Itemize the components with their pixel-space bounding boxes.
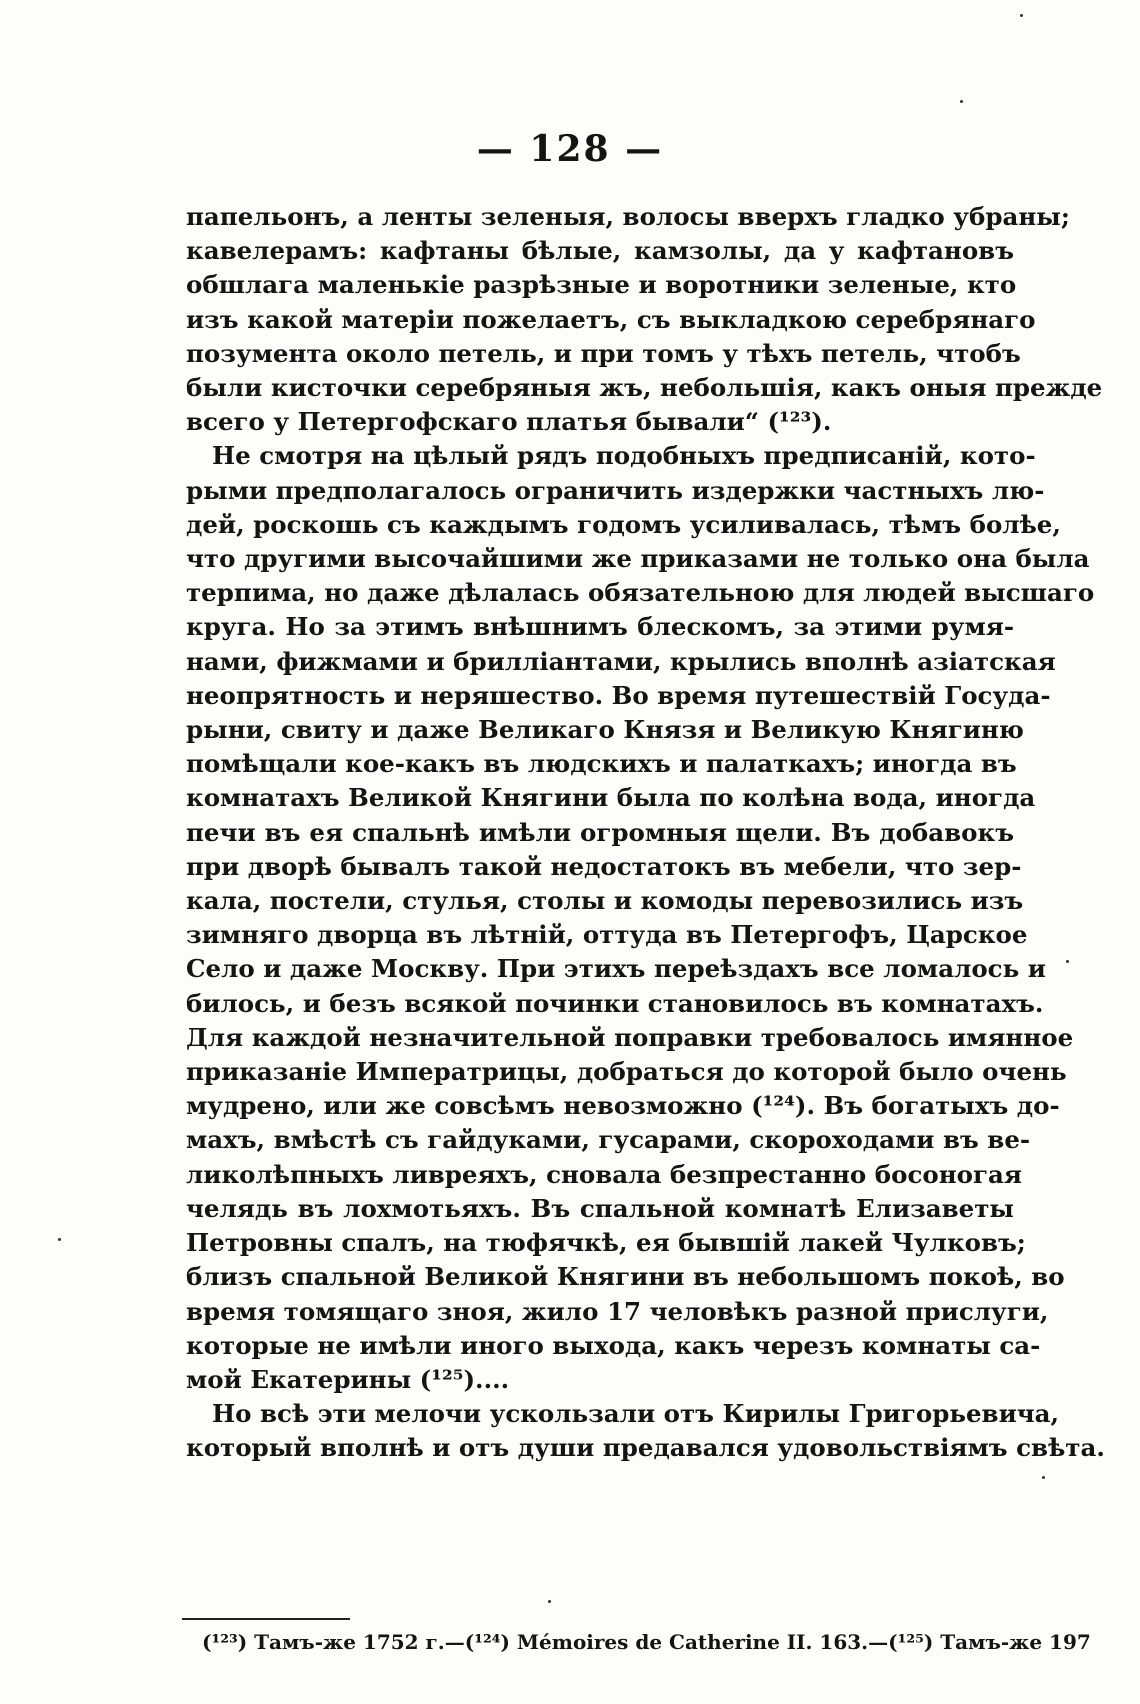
text-line: нами, фижмами и бриллiантами, крылись вполнѣ азіатская: [186, 646, 1056, 676]
text-line: билось, и безъ всякой починки становилось въ комнатахъ.: [186, 988, 1044, 1018]
text-line: Село и даже Москву. При этихъ переѣздахъ все ломалось и: [186, 954, 1046, 984]
text-line: рыми предполагалось ограничить издержки частныхъ лю-: [186, 475, 1045, 505]
text-line: приказаніе Императрицы, добраться до которой было очень: [186, 1057, 1067, 1087]
scan-speck: [1066, 960, 1069, 963]
text-line: были кисточки серебряныя жъ, небольшія, какъ оныя прежде: [186, 373, 1103, 403]
body-text: [186, 200, 1105, 1466]
text-line: мудрено, или же совсѣмъ невозможно (¹²⁴). Въ богатыхъ до-: [186, 1091, 1060, 1121]
text-line: при дворѣ бывалъ такой недостатокъ въ мебели, что зер-: [186, 851, 1022, 881]
scan-speck: [548, 1600, 551, 1603]
page-number: — 128 —: [476, 128, 664, 170]
scan-speck: [1042, 1476, 1045, 1479]
paragraph: [186, 439, 1095, 1397]
text-line: печи въ ея спальнѣ имѣли огромныя щели. Въ добавокъ: [186, 817, 1014, 847]
text-line: папельонъ, а ленты зеленыя, волосы вверхъ гладко убраны;: [186, 202, 1070, 231]
text-line: челядь въ лохмотьяхъ. Въ спальной комнатѣ Елизаветы: [186, 1193, 1014, 1223]
text-line: что другими высочайшими же приказами не только она была: [186, 544, 1090, 574]
text-line: помѣщали кое-какъ въ людскихъ и палаткахъ; иногда въ: [186, 749, 1017, 779]
text-line: терпима, но даже дѣлалась обязательною для людей высшаго: [186, 578, 1095, 608]
text-line: махъ, вмѣстѣ съ гайдуками, гусарами, скороходами въ ве-: [186, 1125, 1031, 1155]
text-line: позумента около петель, и при томъ у тѣхъ петель, чтобъ: [186, 338, 1021, 368]
text-line: кала, постели, стулья, столы и комоды перевозились изъ: [186, 886, 1024, 916]
text-line: дей, роскошь съ каждымъ годомъ усиливалась, тѣмъ болѣе,: [186, 509, 1061, 539]
scan-speck: [58, 1238, 61, 1241]
scan-speck: [1020, 14, 1023, 17]
text-line: Но всѣ эти мелочи ускользали отъ Кирилы Григорьевича,: [212, 1399, 1060, 1429]
text-line: Не смотря на цѣлый рядъ подобныхъ предписаній, кото-: [212, 441, 1036, 471]
text-line: близъ спальной Великой Княгини въ небольшомъ покоѣ, во: [186, 1262, 1065, 1292]
text-line: кавелерамъ: кафтаны бѣлые, камзолы, да у кафтановъ: [186, 236, 1014, 266]
text-line: всего у Петергофскаго платья бывали“ (¹²³).: [186, 407, 832, 437]
footnotes: (¹²³) Тамъ-же 1752 г.—(¹²⁴) Mémoires de Catherine II. 163.—(¹²⁵) Тамъ-же 197: [202, 1630, 1091, 1654]
text-line: круга. Но за этимъ внѣшнимъ блескомъ, за этими румя-: [186, 612, 1014, 642]
text-line: неопрятность и неряшество. Во время путешествій Госуда-: [186, 680, 1051, 710]
text-line: Петровны спалъ, на тюфячкѣ, ея бывшій лакей Чулковъ;: [186, 1228, 1026, 1258]
text-line: которые не имѣли иного выхода, какъ черезъ комнаты са-: [186, 1330, 1041, 1360]
text-line: зимняго дворца въ лѣтній, оттуда въ Петергофъ, Царское: [186, 920, 1028, 950]
text-line: мой Екатерины (¹²⁵)....: [186, 1364, 510, 1394]
scan-speck: [960, 100, 963, 103]
text-line: который вполнѣ и отъ души предавался удовольствіямъ свѣта.: [186, 1433, 1105, 1463]
text-line: время томящаго зноя, жило 17 человѣкъ разной прислуги,: [186, 1296, 1049, 1326]
text-line: ликолѣпныхъ ливреяхъ, сновала безпрестанно босоногая: [186, 1159, 1022, 1189]
text-line: изъ какой матеріи пожелаетъ, съ выкладкою серебрянаго: [186, 304, 1036, 334]
paragraph: [186, 200, 1103, 439]
text-line: рыни, свиту и даже Великаго Князя и Великую Княгиню: [186, 715, 1024, 745]
footnote-divider: [182, 1618, 350, 1620]
text-line: обшлага маленькіе разрѣзные и воротники зеленые, кто: [186, 270, 1017, 300]
paragraph: [186, 1397, 1105, 1465]
text-line: Для каждой незначительной поправки требовалось имянное: [186, 1022, 1074, 1052]
text-line: комнатахъ Великой Княгини была по колѣна вода, иногда: [186, 783, 1036, 813]
